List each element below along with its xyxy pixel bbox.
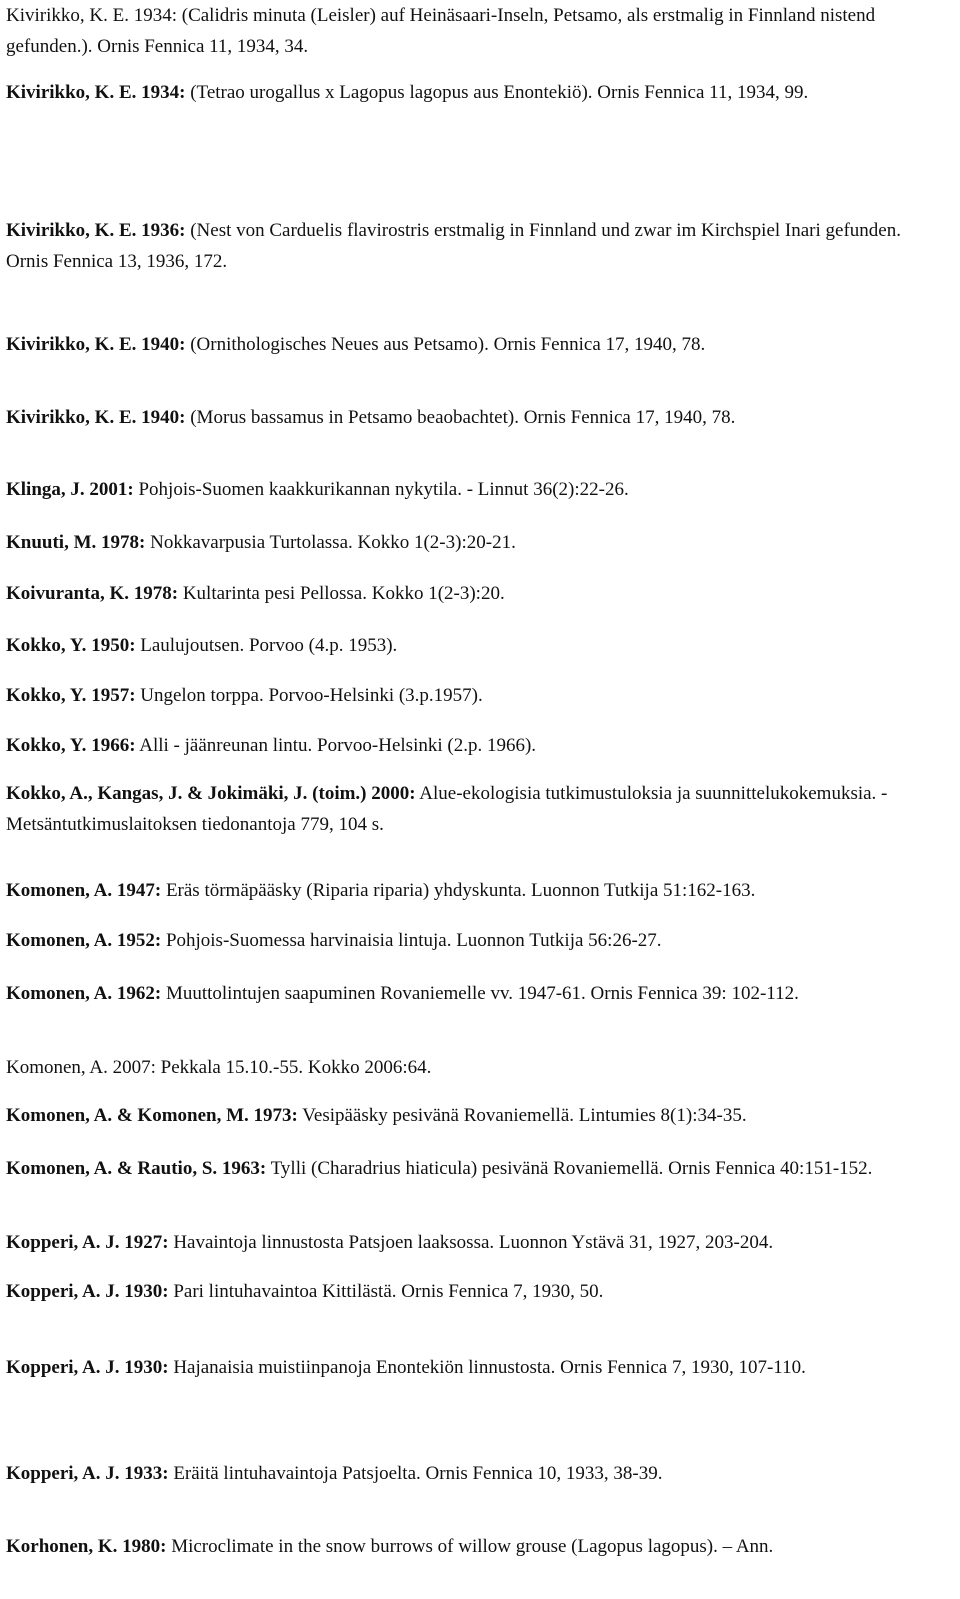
- reference-year: 1934:: [133, 5, 177, 26]
- reference-text: Alue-ekologisia tutkimustuloksia ja suunnittelukokemuksia. -Metsäntutkimuslaitoksen tiedonantoja 779, 104 s.: [6, 783, 888, 835]
- reference-entry: [6, 1276, 946, 1307]
- reference-authors: Komonen, A. & Komonen, M.: [6, 1105, 249, 1126]
- reference-entry: [6, 527, 946, 558]
- reference-entry: [6, 402, 946, 433]
- reference-text: Havaintoja linnustosta Patsjoen laaksossa. Luonnon Ystävä 31, 1927, 203-204.: [173, 1232, 774, 1253]
- reference-year: 1973:: [253, 1105, 298, 1126]
- reference-authors: Komonen, A.: [6, 983, 113, 1004]
- reference-authors: Kokko, Y.: [6, 735, 87, 756]
- reference-text: Ungelon torppa. Porvoo-Helsinki (3.p.1957).: [140, 685, 483, 706]
- reference-year: 1930:: [124, 1281, 169, 1302]
- reference-year: 1952:: [116, 930, 162, 951]
- reference-year: 2000:: [371, 783, 416, 804]
- reference-year: 1930:: [124, 1357, 169, 1378]
- reference-entry: [6, 1227, 946, 1258]
- reference-entry: [6, 0, 946, 62]
- reference-text: (Nest von Carduelis flavirostris erstmalig in Finnland und zwar im Kirchspiel Inari gefunden. Ornis Fennica 13, 1936, 172.: [6, 220, 901, 272]
- reference-year: 1940:: [141, 407, 186, 428]
- reference-year: 1940:: [141, 334, 186, 355]
- reference-entry: [6, 215, 946, 277]
- reference-authors: Kivirikko, K. E.: [6, 5, 129, 26]
- reference-text: Eräitä lintuhavaintoja Patsjoelta. Ornis Fennica 10, 1933, 38-39.: [173, 1463, 663, 1484]
- reference-authors: Komonen, A. & Rautio, S.: [6, 1158, 218, 1179]
- reference-year: 1963:: [221, 1158, 267, 1179]
- reference-year: 1933:: [124, 1463, 169, 1484]
- reference-year: 1927:: [124, 1232, 169, 1253]
- reference-entry: [6, 329, 946, 360]
- reference-authors: Kopperi, A. J.: [6, 1357, 120, 1378]
- reference-text: Tylli (Charadrius hiaticula) pesivänä Rovaniemellä. Ornis Fennica 40:151-152.: [270, 1158, 873, 1179]
- reference-entry: [6, 680, 946, 711]
- reference-text: Pohjois-Suomessa harvinaisia lintuja. Luonnon Tutkija 56:26-27.: [165, 930, 662, 951]
- reference-entry: [6, 875, 946, 906]
- reference-authors: Kivirikko, K. E.: [6, 334, 137, 355]
- reference-entry: [6, 1350, 946, 1385]
- reference-year: 1947:: [116, 880, 162, 901]
- reference-authors: Koivuranta, K.: [6, 583, 129, 604]
- reference-entry: [6, 1531, 946, 1562]
- reference-year: 1978:: [101, 532, 146, 553]
- reference-authors: Klinga, J.: [6, 479, 85, 500]
- reference-year: 2001:: [89, 479, 134, 500]
- reference-authors: Kivirikko, K. E.: [6, 220, 137, 241]
- reference-entry: [6, 978, 946, 1009]
- reference-authors: Kokko, A., Kangas, J. & Jokimäki, J. (toim.): [6, 783, 367, 804]
- reference-entry: [6, 77, 946, 108]
- reference-entry: [6, 1458, 946, 1489]
- reference-text: Hajanaisia muistiinpanoja Enontekiön linnustosta. Ornis Fennica 7, 1930, 107-110.: [173, 1357, 806, 1378]
- reference-text: Kultarinta pesi Pellossa. Kokko 1(2-3):20.: [182, 583, 505, 604]
- reference-text: Microclimate in the snow burrows of willow grouse (Lagopus lagopus). – Ann.: [171, 1536, 774, 1557]
- reference-text: Muuttolintujen saapuminen Rovaniemelle vv. 1947-61. Ornis Fennica 39: 102-112.: [165, 983, 799, 1004]
- reference-year: 1980:: [122, 1536, 167, 1557]
- reference-authors: Kokko, Y.: [6, 635, 87, 656]
- reference-authors: Kokko, Y.: [6, 685, 87, 706]
- reference-year: 1934:: [141, 82, 186, 103]
- reference-text: Pohjois-Suomen kaakkurikannan nykytila. - Linnut 36(2):22-26.: [138, 479, 629, 500]
- reference-entry: [6, 1153, 946, 1184]
- reference-entry: [6, 630, 946, 661]
- reference-year: 1978:: [133, 583, 179, 604]
- reference-authors: Komonen, A.: [6, 1057, 108, 1078]
- reference-authors: Kivirikko, K. E.: [6, 407, 137, 428]
- reference-entry: [6, 1052, 946, 1083]
- reference-text: (Calidris minuta (Leisler) auf Heinäsaari-Inseln, Petsamo, als erstmalig in Finnland nistend gefunden.). Ornis Fennica 11, 1934, 34.: [6, 5, 876, 57]
- reference-text: (Tetrao urogallus x Lagopus lagopus aus Enontekiö). Ornis Fennica 11, 1934, 99.: [190, 82, 809, 103]
- reference-text: Vesipääsky pesivänä Rovaniemellä. Lintumies 8(1):34-35.: [302, 1105, 747, 1126]
- reference-authors: Kopperi, A. J.: [6, 1463, 120, 1484]
- reference-authors: Kivirikko, K. E.: [6, 82, 137, 103]
- reference-authors: Kopperi, A. J.: [6, 1281, 120, 1302]
- reference-text: Pekkala 15.10.-55. Kokko 2006:64.: [160, 1057, 432, 1078]
- reference-year: 1936:: [141, 220, 186, 241]
- reference-entry: [6, 778, 946, 840]
- reference-entry: [6, 730, 946, 761]
- reference-text: (Morus bassamus in Petsamo beaobachtet). Ornis Fennica 17, 1940, 78.: [190, 407, 736, 428]
- reference-text: (Ornithologisches Neues aus Petsamo). Ornis Fennica 17, 1940, 78.: [190, 334, 706, 355]
- reference-authors: Korhonen, K.: [6, 1536, 118, 1557]
- reference-authors: Kopperi, A. J.: [6, 1232, 120, 1253]
- reference-text: Pari lintuhavaintoa Kittilästä. Ornis Fennica 7, 1930, 50.: [173, 1281, 604, 1302]
- reference-year: 1957:: [91, 685, 136, 706]
- reference-entry: [6, 578, 946, 609]
- reference-entry: [6, 925, 946, 956]
- reference-year: 2007:: [112, 1057, 156, 1078]
- reference-text: Nokkavarpusia Turtolassa. Kokko 1(2-3):20-21.: [150, 532, 516, 553]
- reference-authors: Knuuti, M.: [6, 532, 97, 553]
- reference-entry: [6, 474, 946, 505]
- reference-year: 1962:: [116, 983, 162, 1004]
- reference-text: Laulujoutsen. Porvoo (4.p. 1953).: [140, 635, 398, 656]
- reference-year: 1966:: [91, 735, 136, 756]
- reference-entry: [6, 1100, 946, 1131]
- reference-text: Eräs törmäpääsky (Riparia riparia) yhdyskunta. Luonnon Tutkija 51:162-163.: [165, 880, 756, 901]
- reference-authors: Komonen, A.: [6, 930, 113, 951]
- reference-authors: Komonen, A.: [6, 880, 113, 901]
- reference-year: 1950:: [91, 635, 136, 656]
- reference-text: Alli - jäänreunan lintu. Porvoo-Helsinki (2.p. 1966).: [139, 735, 537, 756]
